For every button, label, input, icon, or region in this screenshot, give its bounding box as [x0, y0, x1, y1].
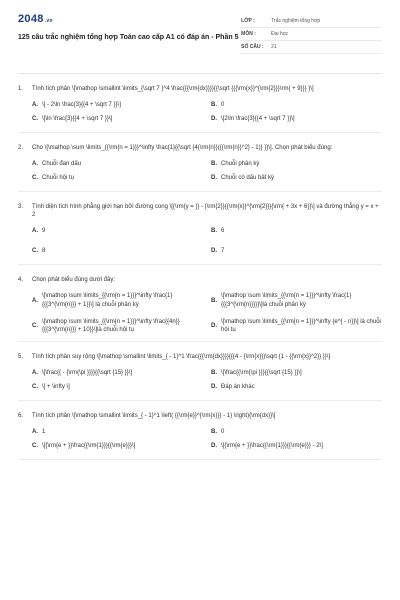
option-text: \[\ln \frac{3}{{4 + \sqrt 7 }}\]: [42, 116, 113, 123]
meta-label: SỐ CÂU :: [241, 43, 264, 50]
answer-option-b[interactable]: [211, 369, 382, 379]
question-number: 6.: [18, 412, 24, 419]
option-letter: D.: [211, 443, 217, 450]
option-text: \[ - 2\ln \frac{3}{{4 + \sqrt 7 }}\]: [42, 102, 121, 109]
option-letter: C.: [32, 322, 38, 329]
answer-options: [18, 292, 382, 333]
answer-option-c[interactable]: [32, 318, 203, 334]
option-text: Chuỗi đan dấu: [42, 161, 82, 168]
answer-option-d[interactable]: [211, 442, 382, 452]
option-text: \[\mathop \sum \limits_{{\rm{n = 1}}}^\infty {e^{ - n}}\] là chuỗi hội tụ: [221, 318, 381, 333]
option-letter: C.: [32, 383, 38, 390]
option-text: 0: [221, 429, 225, 436]
question-1: [18, 74, 382, 133]
answer-option-a[interactable]: [32, 227, 203, 237]
answer-options: [18, 227, 382, 257]
meta-label: LỚP :: [241, 17, 255, 24]
option-letter: A.: [32, 228, 38, 235]
option-text: \[\mathop \sum \limits_{{\rm{n = 1}}}^\infty \frac{1}{{{3^{\rm{n}}}}}\]là chuỗi phân kỳ: [221, 293, 352, 308]
answer-option-a[interactable]: [32, 292, 203, 308]
option-text: 6: [221, 228, 225, 235]
question-text: Tính tích phân suy rộng \[\mathop \smallint \limits_{ - 1}^1 \frac{{{\rm{dx}}}}{{(4 - {\rm{x}})\sqrt {1 - {{\rm{x}}^2}} }}\]: [32, 353, 331, 360]
answer-option-c[interactable]: [32, 174, 203, 184]
answer-option-b[interactable]: [211, 101, 382, 111]
answer-option-a[interactable]: [32, 428, 203, 438]
answer-option-d[interactable]: [211, 247, 382, 257]
question-number: 5.: [18, 353, 24, 360]
option-letter: A.: [32, 102, 38, 109]
logo-main: 2048: [18, 13, 44, 25]
answer-option-c[interactable]: [32, 115, 203, 125]
question-number: 3.: [18, 204, 24, 211]
answer-option-c[interactable]: [32, 442, 203, 452]
option-text: \[2\ln \frac{3}{{4 + \sqrt 7 }}\]: [221, 116, 295, 123]
question-text: Tính tích phân \[\mathop \smallint \limits_{\sqrt 7 }^4 \frac{{{\rm{dx}}}}{{\sqrt {{{\rm{x}}^{\rm{2}}}\rm{ + 9}}} }\]: [32, 86, 314, 92]
question-number: 1.: [18, 86, 24, 92]
meta-row-class: [241, 15, 382, 28]
answer-option-b[interactable]: [211, 428, 382, 438]
answer-option-d[interactable]: [211, 318, 382, 334]
option-text: \[{\rm{e + }}\frac{{\rm{1}}}{{\rm{e}}}\]: [42, 443, 136, 450]
answer-option-d[interactable]: [211, 115, 382, 125]
question-text: Chọn phát biểu đúng dưới đây:: [32, 277, 116, 284]
option-letter: B.: [211, 429, 217, 436]
question-stem: [18, 353, 382, 361]
option-letter: D.: [211, 248, 217, 255]
option-text: 9: [42, 228, 46, 235]
option-text: \[\frac{{ - {\rm{\pi }}}}{{\sqrt {15} }}\]: [42, 369, 133, 376]
option-letter: C.: [32, 443, 38, 450]
answer-option-a[interactable]: [32, 369, 203, 379]
option-letter: B.: [211, 228, 217, 235]
meta-value-count: 21: [271, 43, 277, 50]
answer-option-c[interactable]: [32, 247, 203, 257]
meta-label: MÔN :: [241, 30, 256, 37]
option-text: \[\frac{{\rm{\pi }}}{{\sqrt {15} }}\]: [221, 369, 302, 376]
meta-value-subject[interactable]: Đại học: [271, 30, 289, 37]
option-letter: C.: [32, 116, 38, 123]
option-letter: D.: [211, 383, 217, 390]
option-letter: B.: [211, 297, 217, 304]
question-number: 2.: [18, 145, 24, 152]
question-text: Cho \[\mathop \sum \limits_{{\rm{n = 1}}}^\infty \frac{1}{{\sqrt {4{\rm{n}}({{\rm{n}}^2} - 1)} }}\]. Chọn phát biểu đúng:: [32, 145, 333, 152]
option-letter: A.: [32, 297, 38, 304]
meta-row-count: [241, 41, 382, 54]
option-letter: D.: [211, 175, 217, 182]
question-stem: [18, 85, 382, 93]
option-text: 8: [42, 248, 46, 255]
page-header: [18, 12, 382, 74]
option-text: 7: [221, 248, 225, 255]
question-stem: [18, 203, 382, 219]
option-text: 1: [42, 429, 46, 436]
answer-options: [18, 160, 382, 184]
option-letter: A.: [32, 161, 38, 168]
answer-options: [18, 369, 382, 393]
answer-option-b[interactable]: [211, 292, 382, 308]
answer-option-c[interactable]: [32, 383, 203, 393]
site-logo[interactable]: [18, 12, 241, 27]
header-left: [18, 12, 241, 73]
question-3: [18, 192, 382, 265]
option-text: \[\mathop \sum \limits_{{\rm{n = 1}}}^\infty \frac{1}{{{3^{\rm{n}}} + 1}}\] là chuỗi phân kỳ: [42, 293, 173, 308]
answer-option-d[interactable]: [211, 174, 382, 184]
option-text: \[\mathop \sum \limits_{{\rm{n = 1}}}^\infty \frac{{4n}}{{{3^{\rm{n}}} + 10}}\]là chuỗi hội tụ: [42, 318, 180, 333]
option-letter: D.: [211, 116, 217, 123]
option-text: \[ + \infty \]: [42, 383, 70, 390]
option-letter: B.: [211, 369, 217, 376]
option-text: Chuỗi phân kỳ: [221, 161, 260, 168]
answer-options: [18, 428, 382, 452]
option-letter: B.: [211, 102, 217, 109]
option-text: Chuỗi có dấu bất kỳ: [221, 175, 275, 182]
option-text: Đáp án khác: [221, 383, 255, 390]
logo-suffix: .vn: [44, 18, 53, 24]
option-text: \[{\rm{e + }}\frac{{\rm{1}}}{{\rm{e}}} - 2\]: [221, 443, 323, 450]
answer-options: [18, 101, 382, 125]
page-title: 125 câu trắc nghiệm tổng hợp Toán cao cấp A1 có đáp án - Phần 5: [18, 33, 239, 41]
answer-option-a[interactable]: [32, 160, 203, 170]
question-4: [18, 265, 382, 341]
question-stem: [18, 412, 382, 420]
meta-value-class[interactable]: Trắc nghiệm tổng hợp: [271, 17, 321, 24]
option-letter: A.: [32, 429, 38, 436]
option-letter: B.: [211, 161, 217, 168]
answer-option-b[interactable]: [211, 227, 382, 237]
meta-row-subject: [241, 28, 382, 41]
option-letter: C.: [32, 175, 38, 182]
question-number: 4.: [18, 277, 24, 284]
option-text: 0: [221, 102, 225, 109]
answer-option-b[interactable]: [211, 160, 382, 170]
question-stem: [18, 144, 382, 152]
option-letter: C.: [32, 248, 38, 255]
answer-option-a[interactable]: [32, 101, 203, 111]
answer-option-d[interactable]: [211, 383, 382, 393]
option-letter: A.: [32, 369, 38, 376]
question-6: [18, 401, 382, 460]
question-2: [18, 133, 382, 192]
option-letter: D.: [211, 322, 217, 329]
question-stem: [18, 276, 382, 284]
question-text: Tính tích phân \[\mathop \smallint \limits_{ - 1}^1 \left( {{\rm{e}}^{\rm{x}}} - 1} \right){\rm{dx}}\]: [32, 412, 276, 419]
question-5: [18, 342, 382, 401]
option-text: Chuỗi hội tụ: [42, 175, 75, 182]
meta-info-table: [241, 15, 382, 73]
question-text: Tính diện tích hình phẳng giới hạn bởi đường cong \[{\rm{y = }} - {\rm{2}}{{\rm{x}}^{\rm{2}}}{\rm{ + 3x + 6}}\] và đường thẳng y = x + 2: [32, 204, 379, 219]
